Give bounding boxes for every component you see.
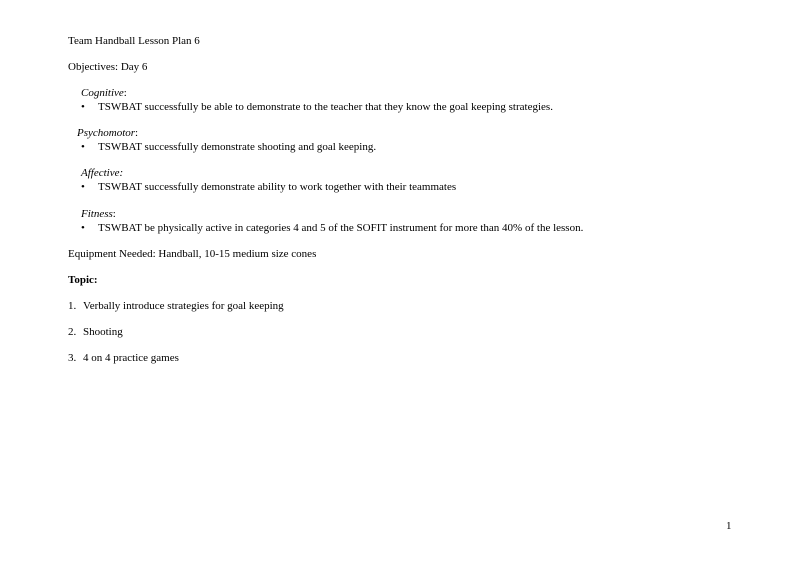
section-heading-text: Fitness [81, 208, 113, 220]
topic-text: Verbally introduce strategies for goal keeping [83, 300, 284, 312]
list-item-text: TSWBAT successfully demonstrate shooting and goal keeping. [98, 141, 377, 153]
list-item-text: TSWBAT successfully be able to demonstrate to the teacher that they know the goal keeping strategies. [98, 101, 553, 113]
list-item [81, 222, 731, 235]
bullet-icon: • [81, 181, 85, 193]
section-heading-colon: : [112, 208, 116, 220]
topic-number: 3. [68, 352, 77, 364]
topic-item [68, 352, 468, 365]
section-heading-text: Cognitive [81, 87, 124, 99]
page-number: 1 [726, 520, 732, 532]
section-heading-colon: : [135, 127, 139, 139]
topic-heading: Topic: [68, 274, 98, 286]
topic-text: Shooting [83, 326, 123, 338]
bullet-icon: • [81, 101, 85, 113]
section-heading-fitness [81, 208, 116, 221]
topic-number: 1. [68, 300, 77, 312]
topic-item [68, 300, 468, 313]
topic-item [68, 326, 468, 339]
section-heading-text: Psychomotor [77, 127, 136, 139]
topic-text: 4 on 4 practice games [83, 352, 179, 364]
section-heading-colon: : [123, 87, 127, 99]
list-item-text: TSWBAT be physically active in categories 4 and 5 of the SOFIT instrument for more than 40% of the lesson. [98, 222, 584, 234]
section-heading-affective [81, 167, 123, 180]
objectives-line: Objectives: Day 6 [68, 61, 148, 73]
list-item-text: TSWBAT successfully demonstrate ability to work together with their teammates [98, 181, 457, 193]
list-item [81, 141, 701, 154]
document-title: Team Handball Lesson Plan 6 [68, 35, 200, 47]
list-item [81, 101, 701, 114]
section-heading-psychomotor [77, 127, 138, 140]
section-heading-text: Affective: [81, 167, 124, 179]
topic-number: 2. [68, 326, 77, 338]
section-heading-cognitive [81, 87, 127, 100]
bullet-icon: • [81, 222, 85, 234]
equipment-line: Equipment Needed: Handball, 10-15 medium size cones [68, 248, 317, 260]
list-item [81, 181, 701, 194]
bullet-icon: • [81, 141, 85, 153]
